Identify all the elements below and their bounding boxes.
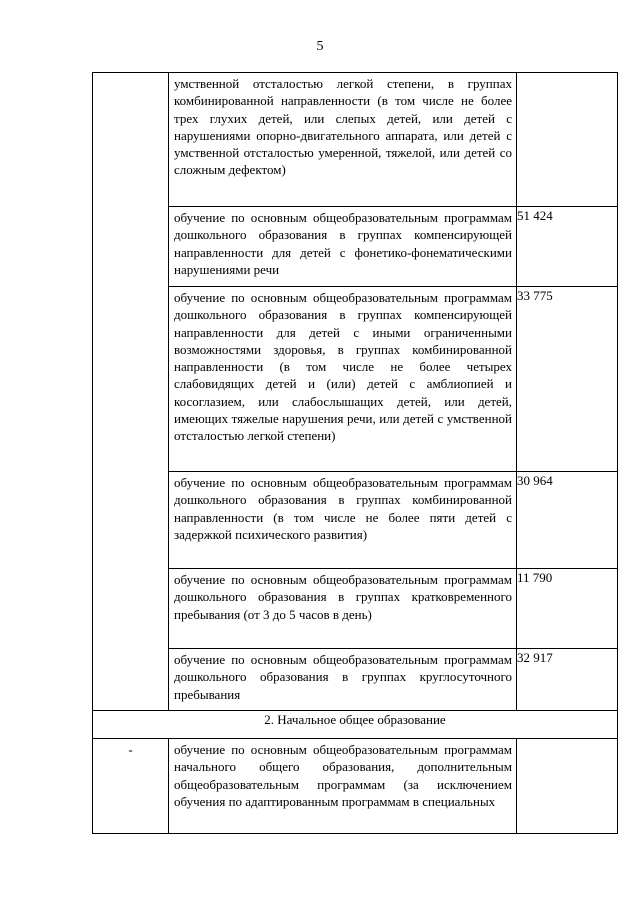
row-marker: - — [93, 739, 169, 834]
table-row — [93, 739, 618, 834]
description-cell — [169, 287, 517, 472]
row-description: обучение по основным общеобразовательным программам дошкольного образования в группах компенсирующей направленности для детей с иными ограниченными возможностями здоровья, в группах комбинированной направленности (в том числе не более четырех слабовидящих детей и (или) детей с амблиопией и косоглазием, или слабослышащих детей, или детей, имеющих тяжелые нарушения речи, или детей с умственной отсталостью легкой степени) — [174, 290, 512, 444]
description-cell — [169, 472, 517, 569]
row-description: обучение по основным общеобразовательным программам начального общего образования, дополнительным общеобразовательным программам (за исключением обучения по адаптированным программам в специальных — [174, 742, 512, 809]
tariff-table — [92, 72, 618, 834]
table-row — [93, 649, 618, 711]
value-cell: 33 775 — [517, 287, 618, 472]
description-cell — [169, 207, 517, 287]
section-row — [93, 711, 618, 739]
row-description: обучение по основным общеобразовательным программам дошкольного образования в группах кратковременного пребывания (от 3 до 5 часов в день) — [174, 572, 512, 622]
row-description: умственной отсталостью легкой степени, в группах комбинированной направленности (в том числе не более трех глухих детей, или слепых детей, или детей с нарушениями опорно-двигательного аппарата, или детей с умственной отсталостью умеренной, тяжелой, или детей со сложным дефектом) — [174, 76, 512, 178]
table-row — [93, 73, 618, 207]
row-description: обучение по основным общеобразовательным программам дошкольного образования в группах круглосуточного пребывания — [174, 652, 512, 702]
description-cell — [169, 569, 517, 649]
row-description: обучение по основным общеобразовательным программам дошкольного образования в группах комбинированной направленности (в том числе не более пяти детей с задержкой психического развития) — [174, 475, 512, 542]
value-cell — [517, 73, 618, 207]
row-description: обучение по основным общеобразовательным программам дошкольного образования в группах компенсирующей направленности для детей с фонетико-фонематическими нарушениями речи — [174, 210, 512, 277]
description-cell — [169, 649, 517, 711]
description-cell — [169, 739, 517, 834]
page-number: 5 — [316, 39, 324, 54]
value-cell: 32 917 — [517, 649, 618, 711]
value-cell: 51 424 — [517, 207, 618, 287]
value-cell — [517, 739, 618, 834]
table-row — [93, 472, 618, 569]
table-row — [93, 569, 618, 649]
value-cell: 30 964 — [517, 472, 618, 569]
description-cell — [169, 73, 517, 207]
table-row — [93, 207, 618, 287]
table-row — [93, 287, 618, 472]
index-cell — [93, 73, 169, 711]
section-title: 2. Начальное общее образование — [93, 711, 618, 739]
value-cell: 11 790 — [517, 569, 618, 649]
